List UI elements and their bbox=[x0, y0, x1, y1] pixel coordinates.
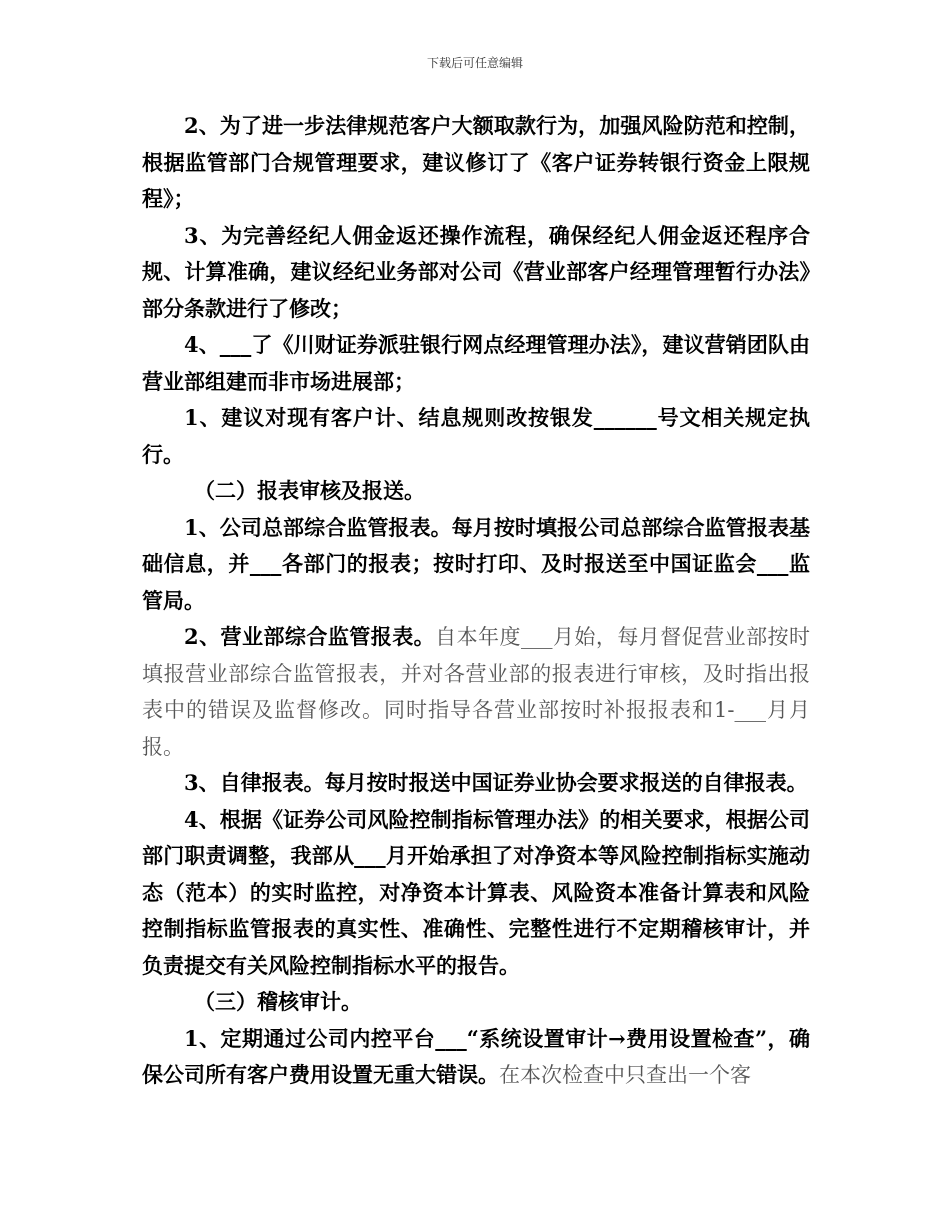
paragraph-3: 4、___了《川财证券派驻银行网点经理管理办法》，建议营销团队由营业部组建而非市场进展部； bbox=[142, 332, 810, 394]
paragraph-1: 2、为了进一步法律规范客户大额取款行为，加强风险防范和控制，根据监管部门合规管理要求，建议修订了《客户证券转银行资金上限规程》； bbox=[142, 113, 810, 211]
paragraph-8: 3、自律报表。每月按时报送中国证券业协会要求报送的自律报表。 bbox=[184, 770, 808, 795]
paragraph-7-body: 自本年度___月始，每月督促营业部按时填报营业部综合监管报表，并对各营业部的报表进行审核，及时指出报表中的错误及监督修改。同时指导各营业部按时补报报表和1-___月月报。 bbox=[142, 625, 810, 759]
paragraph-6: 1、公司总部综合监管报表。每月按时填报公司总部综合监管报表基础信息，并___各部门的报表；按时打印、及时报送至中国证监会___监管局。 bbox=[142, 514, 810, 613]
page-header: 下载后可任意编辑 bbox=[426, 56, 523, 70]
paragraph-11-body: 在本次检查中只查出一个客 bbox=[499, 1063, 751, 1087]
paragraph-11 bbox=[142, 1021, 810, 1094]
paragraph-7-lead: 2、营业部综合监管报表。 bbox=[184, 624, 436, 649]
paragraph-9: 4、根据《证券公司风险控制指标管理办法》的相关要求，根据公司部门职责调整，我部从___月开始承担了对净资本等风险控制指标实施动态（范本）的实时监控，对净资本计算表、风险资本准备计算表和风险控制指标监管报表的真实性、准确性、完整性进行不定期稽核审计，并负责提交有关风险控制指标水平的报告。 bbox=[142, 806, 810, 978]
paragraph-7 bbox=[142, 619, 810, 765]
paragraph-2: 3、为完善经纪人佣金返还操作流程，确保经纪人佣金返还程序合规、计算准确，建议经纪业务部对公司《营业部客户经理管理暂行办法》部分条款进行了修改； bbox=[142, 222, 810, 321]
paragraph-11-lead: 1、定期通过公司内控平台___“系统设置审计→费用设置检查”，确保公司所有客户费用设置无重大错误。 bbox=[142, 1025, 810, 1087]
section-heading-2: （二）报表审核及报送。 bbox=[194, 478, 425, 503]
section-heading-3: （三）稽核审计。 bbox=[194, 989, 362, 1014]
document-body bbox=[142, 108, 810, 1094]
paragraph-4: 1、建议对现有客户计、结息规则改按银发______号文相关规定执行。 bbox=[142, 405, 810, 467]
